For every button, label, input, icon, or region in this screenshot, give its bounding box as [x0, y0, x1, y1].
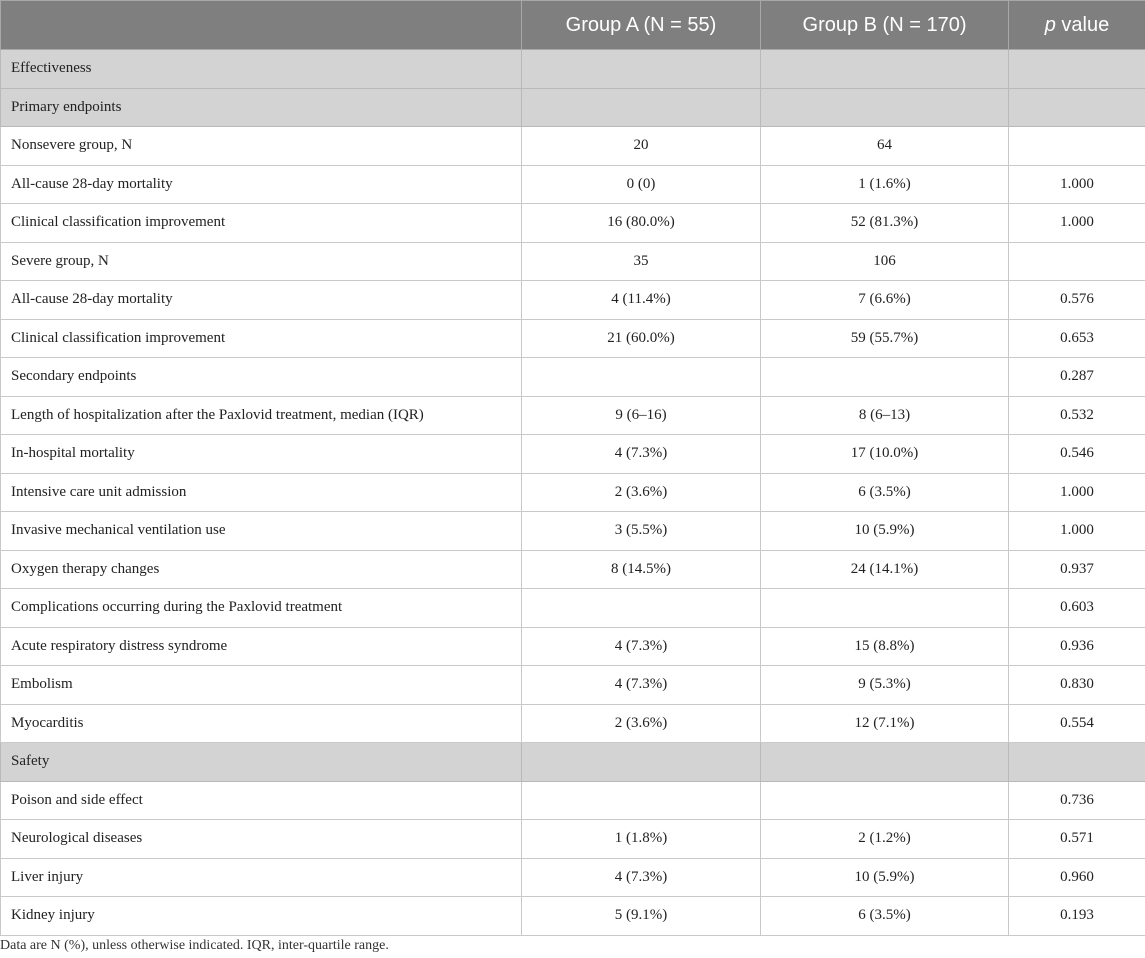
- p-value: 0.576: [1009, 281, 1145, 320]
- group-a-value: 35: [522, 242, 761, 281]
- p-value: 0.193: [1009, 897, 1145, 936]
- group-a-value: 5 (9.1%): [522, 897, 761, 936]
- group-b-value: 10 (5.9%): [761, 512, 1009, 551]
- table-row: [1, 319, 1145, 358]
- group-b-value: 64: [761, 127, 1009, 166]
- group-b-value: 15 (8.8%): [761, 627, 1009, 666]
- table-row: [1, 781, 1145, 820]
- group-b-value: 17 (10.0%): [761, 435, 1009, 474]
- table-row: [1, 358, 1145, 397]
- section-row: [1, 743, 1145, 782]
- group-a-value: 4 (7.3%): [522, 435, 761, 474]
- p-value: 0.603: [1009, 589, 1145, 628]
- row-label: Oxygen therapy changes: [1, 550, 522, 589]
- group-b-value: 106: [761, 242, 1009, 281]
- table-row: [1, 435, 1145, 474]
- row-label: Effectiveness: [1, 50, 522, 89]
- p-value: 0.554: [1009, 704, 1145, 743]
- p-value: 0.936: [1009, 627, 1145, 666]
- table-row: [1, 204, 1145, 243]
- header-group-b: Group B (N = 170): [761, 1, 1009, 50]
- header-label-column: [1, 1, 522, 50]
- group-a-value: 20: [522, 127, 761, 166]
- p-value: [1009, 88, 1145, 127]
- p-value: 0.960: [1009, 858, 1145, 897]
- p-value: 0.830: [1009, 666, 1145, 705]
- group-b-value: 8 (6–13): [761, 396, 1009, 435]
- header-p-italic: p: [1044, 13, 1056, 36]
- group-a-value: 2 (3.6%): [522, 473, 761, 512]
- p-value: 1.000: [1009, 512, 1145, 551]
- row-label: Clinical classification improvement: [1, 204, 522, 243]
- p-value: [1009, 743, 1145, 782]
- group-a-value: 0 (0): [522, 165, 761, 204]
- header-p-value: [1009, 1, 1145, 50]
- table-row: [1, 242, 1145, 281]
- table-row: [1, 820, 1145, 859]
- row-label: Poison and side effect: [1, 781, 522, 820]
- row-label: Nonsevere group, N: [1, 127, 522, 166]
- p-value: 1.000: [1009, 473, 1145, 512]
- group-b-value: 24 (14.1%): [761, 550, 1009, 589]
- row-label: Acute respiratory distress syndrome: [1, 627, 522, 666]
- table-row: [1, 512, 1145, 551]
- p-value: 0.937: [1009, 550, 1145, 589]
- group-a-value: 4 (7.3%): [522, 666, 761, 705]
- row-label: Safety: [1, 743, 522, 782]
- table-row: [1, 666, 1145, 705]
- group-b-value: [761, 589, 1009, 628]
- group-a-value: [522, 88, 761, 127]
- header-group-a: Group A (N = 55): [522, 1, 761, 50]
- row-label: Invasive mechanical ventilation use: [1, 512, 522, 551]
- table-row: [1, 550, 1145, 589]
- group-b-value: 6 (3.5%): [761, 897, 1009, 936]
- row-label: Intensive care unit admission: [1, 473, 522, 512]
- table-row: [1, 165, 1145, 204]
- p-value: 1.000: [1009, 165, 1145, 204]
- group-a-value: [522, 743, 761, 782]
- table-footnote: Data are N (%), unless otherwise indicated. IQR, inter-quartile range.: [0, 938, 389, 953]
- group-a-value: 2 (3.6%): [522, 704, 761, 743]
- section-row: [1, 88, 1145, 127]
- p-value: [1009, 242, 1145, 281]
- group-b-value: 2 (1.2%): [761, 820, 1009, 859]
- table-body: [1, 50, 1145, 936]
- p-value: [1009, 50, 1145, 89]
- p-value: 0.736: [1009, 781, 1145, 820]
- group-b-value: 9 (5.3%): [761, 666, 1009, 705]
- row-label: All-cause 28-day mortality: [1, 281, 522, 320]
- row-label: Primary endpoints: [1, 88, 522, 127]
- p-value: 0.287: [1009, 358, 1145, 397]
- group-b-value: 52 (81.3%): [761, 204, 1009, 243]
- table-row: [1, 627, 1145, 666]
- table-row: [1, 473, 1145, 512]
- group-a-value: [522, 589, 761, 628]
- group-b-value: [761, 743, 1009, 782]
- group-a-value: 8 (14.5%): [522, 550, 761, 589]
- group-b-value: 7 (6.6%): [761, 281, 1009, 320]
- table-row: [1, 858, 1145, 897]
- section-row: [1, 50, 1145, 89]
- group-a-value: 4 (7.3%): [522, 858, 761, 897]
- p-value: 0.653: [1009, 319, 1145, 358]
- row-label: Kidney injury: [1, 897, 522, 936]
- row-label: Liver injury: [1, 858, 522, 897]
- group-a-value: [522, 50, 761, 89]
- group-b-value: 6 (3.5%): [761, 473, 1009, 512]
- group-a-value: 16 (80.0%): [522, 204, 761, 243]
- p-value: [1009, 127, 1145, 166]
- group-b-value: 59 (55.7%): [761, 319, 1009, 358]
- header-p-rest: value: [1055, 13, 1110, 36]
- group-a-value: 1 (1.8%): [522, 820, 761, 859]
- table-row: [1, 897, 1145, 936]
- group-b-value: [761, 781, 1009, 820]
- table-row: [1, 396, 1145, 435]
- header-row: [1, 1, 1145, 50]
- group-a-value: 9 (6–16): [522, 396, 761, 435]
- group-b-value: [761, 50, 1009, 89]
- group-a-value: 3 (5.5%): [522, 512, 761, 551]
- group-a-value: [522, 781, 761, 820]
- table-row: [1, 704, 1145, 743]
- group-b-value: [761, 358, 1009, 397]
- row-label: Myocarditis: [1, 704, 522, 743]
- group-b-value: 10 (5.9%): [761, 858, 1009, 897]
- table-row: [1, 127, 1145, 166]
- row-label: All-cause 28-day mortality: [1, 165, 522, 204]
- group-a-value: 4 (7.3%): [522, 627, 761, 666]
- group-a-value: 21 (60.0%): [522, 319, 761, 358]
- row-label: Clinical classification improvement: [1, 319, 522, 358]
- row-label: Embolism: [1, 666, 522, 705]
- table-row: [1, 281, 1145, 320]
- row-label: Neurological diseases: [1, 820, 522, 859]
- table-row: [1, 589, 1145, 628]
- group-a-value: 4 (11.4%): [522, 281, 761, 320]
- group-b-value: 1 (1.6%): [761, 165, 1009, 204]
- p-value: 0.571: [1009, 820, 1145, 859]
- group-b-value: [761, 88, 1009, 127]
- row-label: Secondary endpoints: [1, 358, 522, 397]
- row-label: In-hospital mortality: [1, 435, 522, 474]
- p-value: 1.000: [1009, 204, 1145, 243]
- row-label: Severe group, N: [1, 242, 522, 281]
- p-value: 0.532: [1009, 396, 1145, 435]
- group-b-value: 12 (7.1%): [761, 704, 1009, 743]
- p-value: 0.546: [1009, 435, 1145, 474]
- row-label: Complications occurring during the Paxlovid treatment: [1, 589, 522, 628]
- row-label: Length of hospitalization after the Paxlovid treatment, median (IQR): [1, 396, 522, 435]
- group-a-value: [522, 358, 761, 397]
